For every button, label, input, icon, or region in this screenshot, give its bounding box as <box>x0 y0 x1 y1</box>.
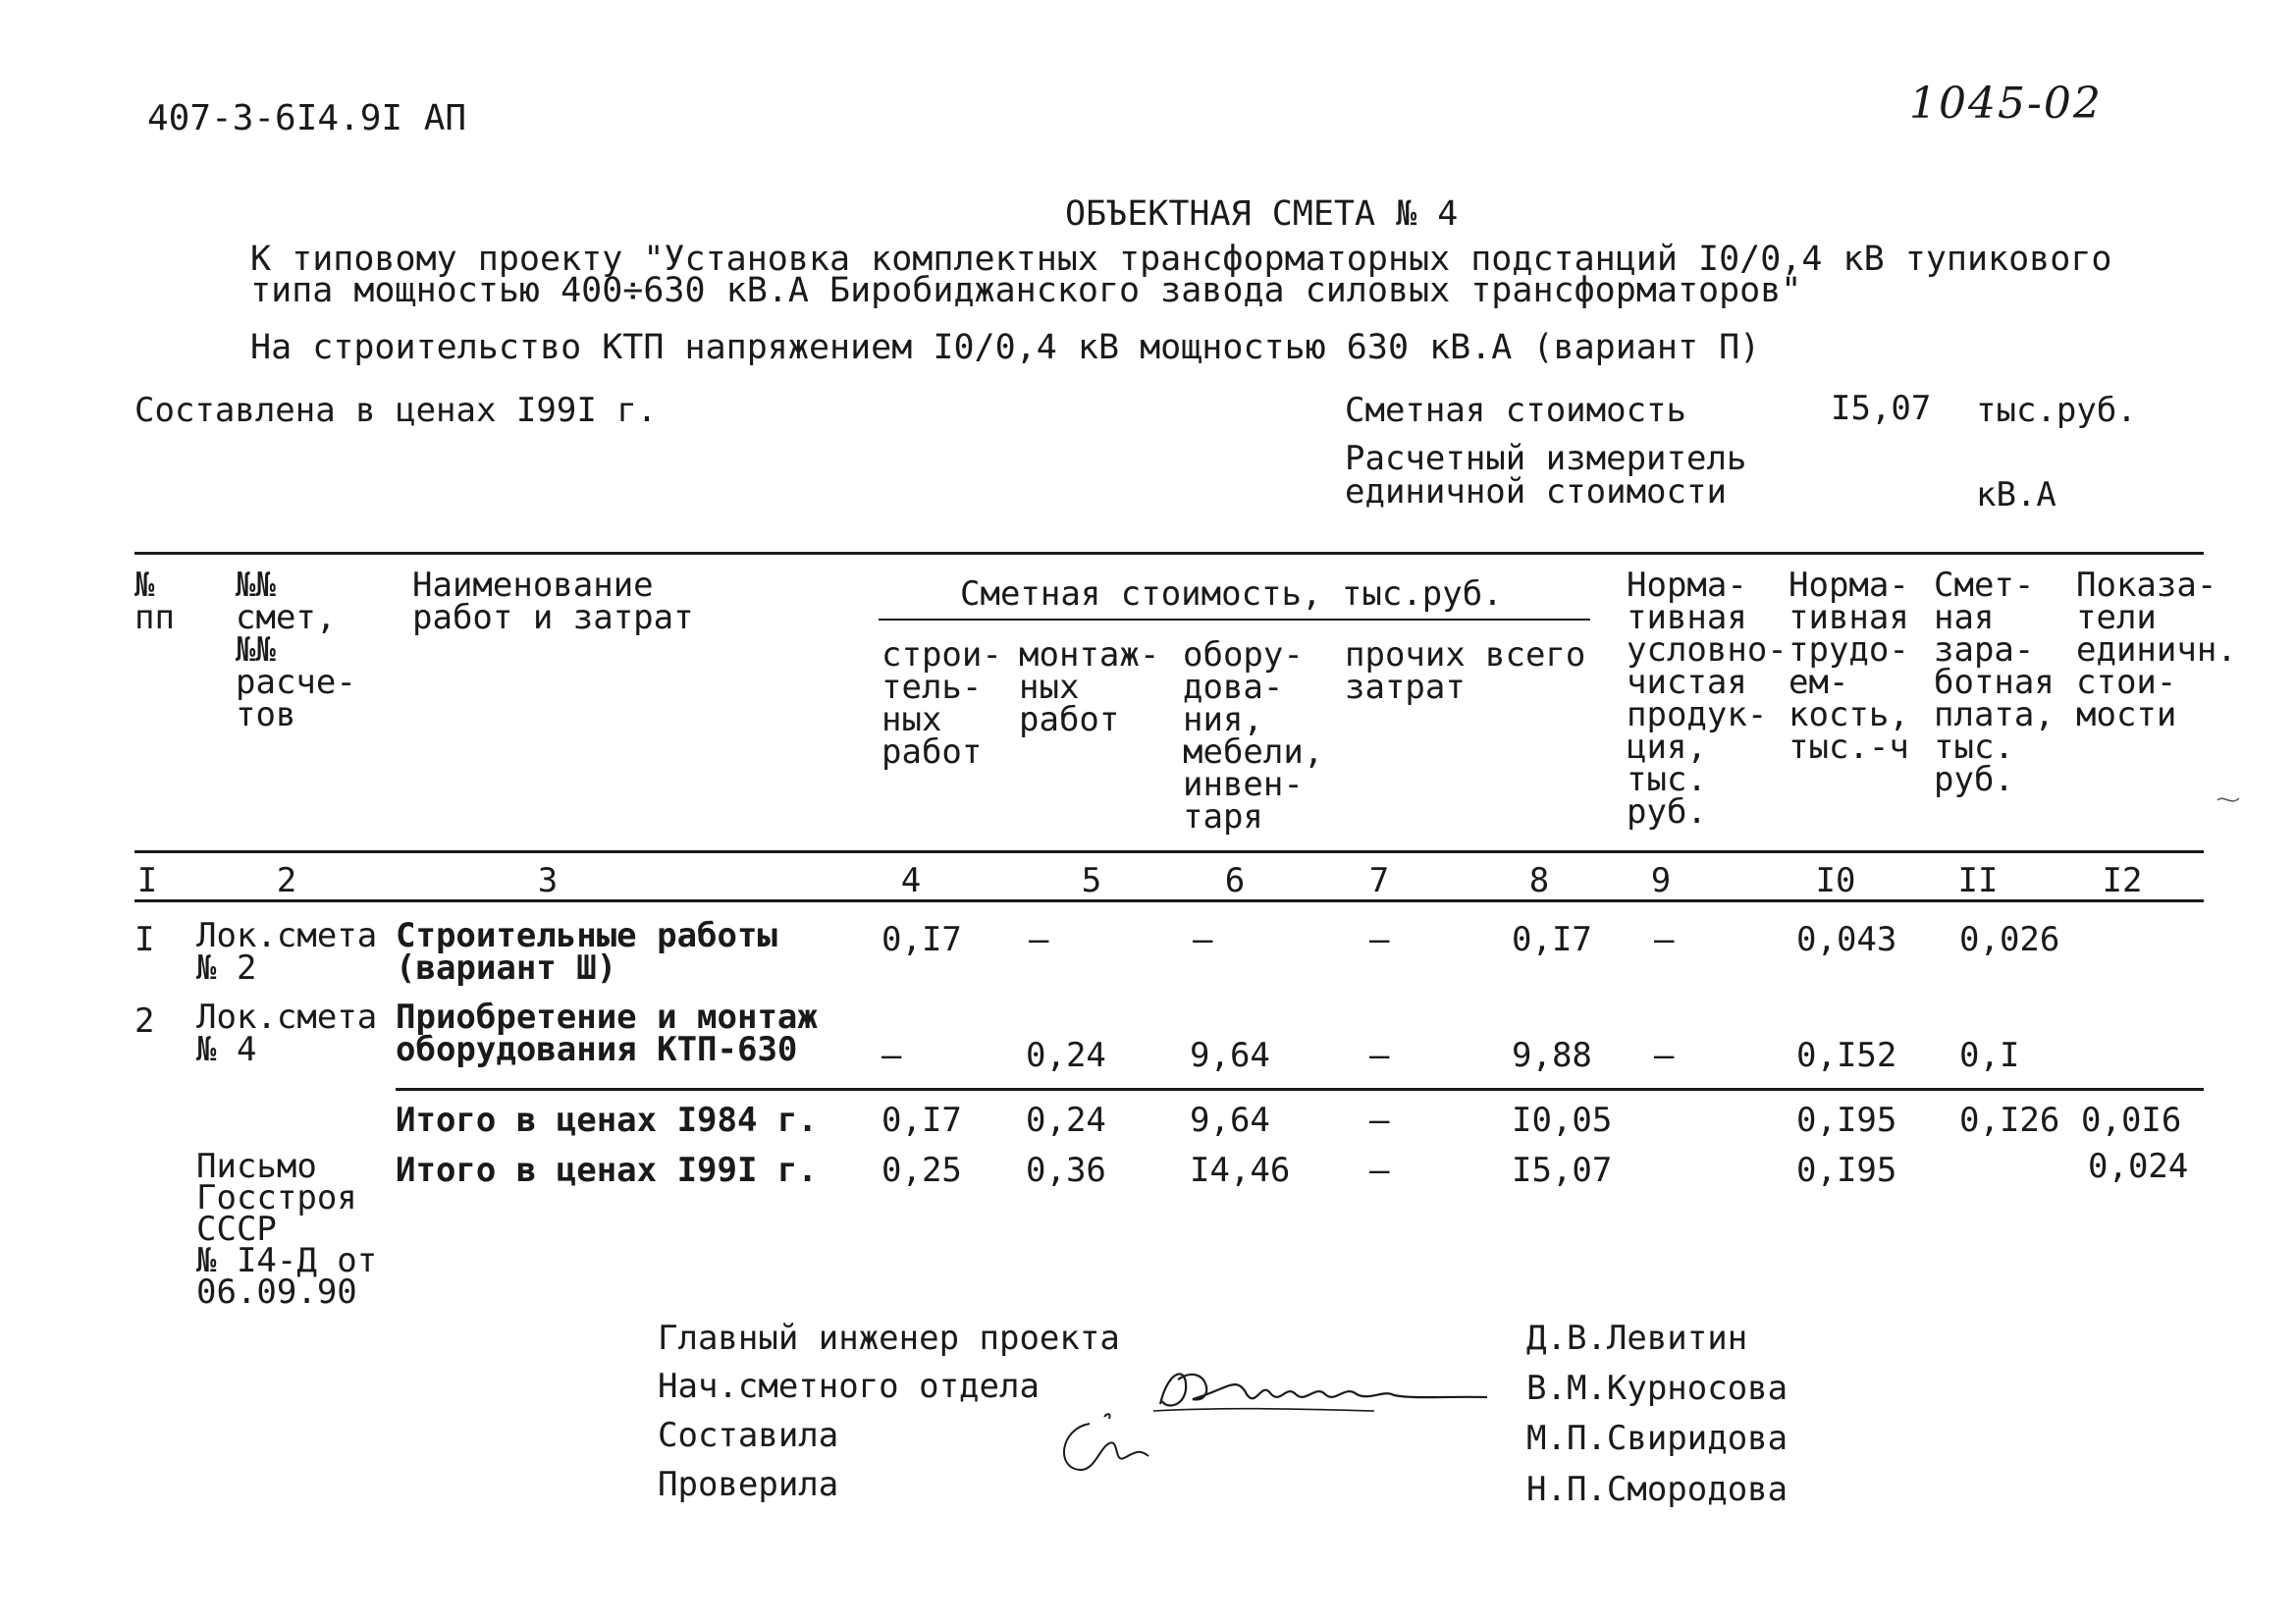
signature-scribble-kurnosova <box>1148 1350 1502 1429</box>
col-number: I2 <box>2102 861 2143 900</box>
signature-name: Н.П.Смородова <box>1526 1470 1789 1509</box>
total-1991-c5: 0,36 <box>1026 1151 1106 1190</box>
row2-name: Приобретение и монтаж оборудования КТП-630 <box>396 998 818 1069</box>
header-col12: Показа- тели единичн. стои- мости <box>2076 566 2237 734</box>
signature-name: В.М.Курносова <box>1526 1369 1789 1408</box>
row2-c5: 0,24 <box>1026 1036 1106 1075</box>
header-bottom-rule <box>134 850 2204 853</box>
total-1991-c6: I4,46 <box>1190 1151 1291 1190</box>
row2-c10: 0,I52 <box>1796 1036 1897 1075</box>
signature-role: Проверила <box>658 1465 839 1504</box>
row2-number: 2 <box>134 1001 155 1041</box>
row1-c11: 0,026 <box>1959 920 2060 959</box>
col-number: 3 <box>537 861 559 900</box>
total-1984-c12: 0,0I6 <box>2081 1101 2182 1140</box>
header-col2: №№ смет, №№ расче- тов <box>236 566 356 734</box>
total-1984-c11: 0,I26 <box>1959 1101 2060 1140</box>
row1-c6: – <box>1193 920 1213 959</box>
header-col8: всего <box>1485 635 1586 675</box>
header-group-cost: Сметная стоимость, тыс.руб. <box>960 574 1503 614</box>
total-1984-c5: 0,24 <box>1026 1101 1106 1140</box>
cost-unit: тыс.руб. <box>1976 391 2137 430</box>
total-1991-c10: 0,I95 <box>1796 1151 1897 1190</box>
signature-name: М.П.Свиридова <box>1526 1419 1789 1458</box>
row1-doc: Лок.смета № 2 <box>196 916 378 988</box>
total-1991-c12: 0,024 <box>2088 1147 2189 1186</box>
total-1984-c10: 0,I95 <box>1796 1101 1897 1140</box>
header-col5: монтаж- ных работ <box>1019 635 1160 739</box>
row1-name: Строительные работы (вариант Ш) <box>396 916 777 988</box>
header-col11: Смет- ная зара- ботная плата, тыс. руб. <box>1934 566 2055 799</box>
total-1991-c7: – <box>1369 1151 1390 1190</box>
signature-role: Главный инженер проекта <box>658 1319 1120 1358</box>
row2-c7: – <box>1369 1036 1390 1075</box>
row1-number: I <box>134 920 155 959</box>
header-col3: Наименование работ и затрат <box>412 566 694 637</box>
margin-mark <box>2214 790 2243 810</box>
total-1991-c8: I5,07 <box>1512 1151 1613 1190</box>
header-col1: № пп <box>134 566 175 637</box>
total-1984-c8: I0,05 <box>1512 1101 1613 1140</box>
document-code: 407-3-6I4.9I АП <box>147 98 467 138</box>
cost-value: I5,07 <box>1831 389 1932 428</box>
row2-c4: – <box>881 1036 902 1075</box>
row1-c9: – <box>1654 920 1675 959</box>
total-1984-c6: 9,64 <box>1190 1101 1270 1140</box>
total-1984-c7: – <box>1369 1101 1390 1140</box>
header-col6: обору- дова- ния, мебели, инвен- таря <box>1183 635 1324 837</box>
total-1984-label: Итого в ценах I984 г. <box>396 1101 818 1140</box>
meter-label: Расчетный измеритель единичной стоимости <box>1345 439 1747 512</box>
handwritten-sheet-number: 1045-02 <box>1909 79 2103 129</box>
row2-c8: 9,88 <box>1512 1036 1592 1075</box>
construction-description: На строительство КТП напряжением I0/0,4 кВ мощностью 630 кВ.А (вариант П) <box>250 328 1761 367</box>
prices-label: Составлена в ценах I99I г. <box>134 391 658 430</box>
total-1984-c4: 0,I7 <box>881 1101 962 1140</box>
column-numbers-rule <box>134 899 2204 902</box>
signature-role: Составила <box>658 1416 839 1455</box>
total-1991-c4: 0,25 <box>881 1151 962 1190</box>
header-col7: прочих затрат <box>1345 635 1466 707</box>
col-number: 9 <box>1650 861 1672 900</box>
col-number: 7 <box>1368 861 1390 900</box>
row1-c5: – <box>1029 920 1049 959</box>
project-description: К типовому проекту "Установка комплектных трансформаторных подстанций I0/0,4 кВ тупикового типа мощностью 400÷630 кВ.А Биробиджанского завода силовых трансформаторов" <box>250 240 2112 310</box>
col-number: II <box>1957 861 1999 900</box>
total-1991-doc: Письмо Госстроя СССР № I4-Д от 06.09.90 <box>196 1147 378 1312</box>
col-number: 8 <box>1528 861 1550 900</box>
total-1991-label: Итого в ценах I99I г. <box>396 1151 818 1190</box>
col-number: I0 <box>1815 861 1856 900</box>
row2-c6: 9,64 <box>1190 1036 1270 1075</box>
col-number: 4 <box>900 861 922 900</box>
col-number: I <box>136 861 158 900</box>
group-header-rule <box>879 619 1590 621</box>
row2-doc: Лок.смета № 4 <box>196 998 378 1069</box>
document-title: ОБЪЕКТНАЯ СМЕТА № 4 <box>1065 194 1459 234</box>
header-col10: Норма- тивная трудо- ем- кость, тыс.-ч <box>1789 566 1909 767</box>
cost-label: Сметная стоимость <box>1345 391 1686 430</box>
row1-c7: – <box>1369 920 1390 959</box>
signature-scribble-sviridova <box>1050 1409 1168 1488</box>
row1-c8: 0,I7 <box>1512 920 1592 959</box>
header-col4: строи- тель- ных работ <box>881 635 1002 772</box>
totals-rule <box>396 1088 2204 1091</box>
header-col9: Норма- тивная условно- чистая продук- ция, тыс. руб. <box>1627 566 1788 832</box>
table-top-rule <box>134 552 2204 555</box>
row2-c9: – <box>1654 1036 1675 1075</box>
signature-name: Д.В.Левитин <box>1526 1319 1748 1358</box>
col-number: 5 <box>1081 861 1102 900</box>
col-number: 2 <box>276 861 297 900</box>
col-number: 6 <box>1224 861 1246 900</box>
row1-c4: 0,I7 <box>881 920 962 959</box>
row1-c10: 0,043 <box>1796 920 1897 959</box>
meter-unit: кВ.А <box>1976 475 2056 514</box>
row2-c11: 0,I <box>1959 1036 2020 1075</box>
signature-role: Нач.сметного отдела <box>658 1367 1040 1406</box>
